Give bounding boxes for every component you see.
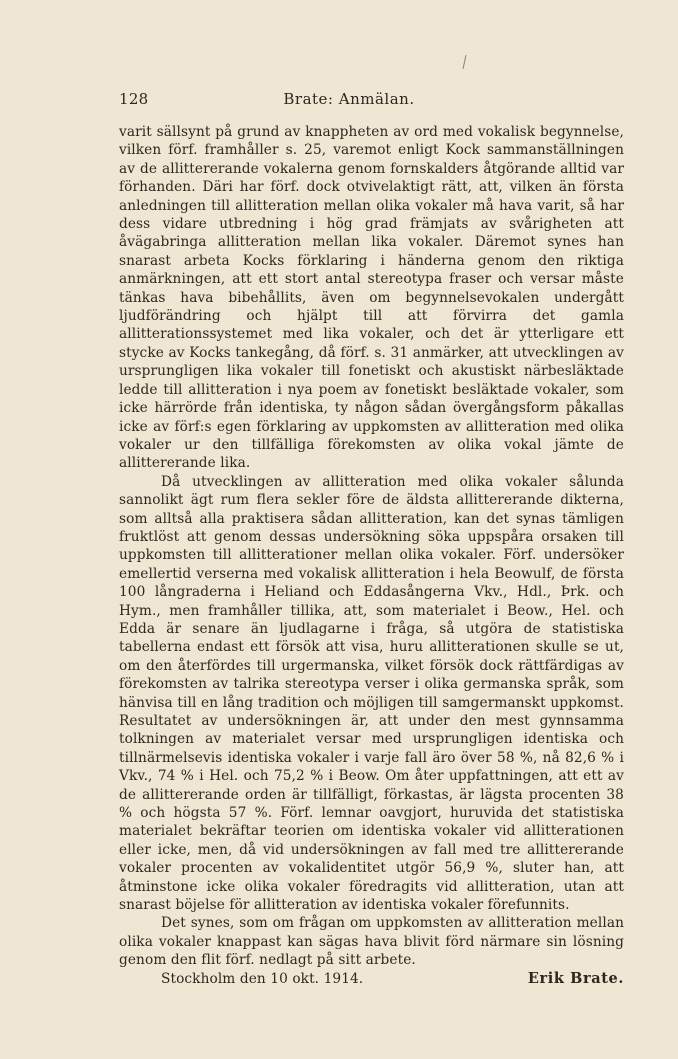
paragraph-2: Då utvecklingen av allitteration med olika vokaler sålunda sannolikt ägt rum flera sekler före de äldsta allittererande dikterna, som alltså alla praktisera sådan allitteration, kan det synas tämligen fruktlöst att genom dessas undersökning söka uppspåra orsaken till uppkomsten till allitterationer mellan olika vokaler. Förf. undersöker emellertid verserna med vokalisk allitteration i hela Beowulf, de första 100 långraderna i Heliand och Eddasångerna Vkv., Hdl., Þrk. och Hym., men framhåller tillika, att, som materialet i Beow., Hel. och Edda är senare än ljudlagarne i fråga, så utgöra de statistiska tabellerna endast ett försök att visa, huru allitterationen skulle se ut, om den återfördes till urgermanska, vilket försök dock rättfärdigas av förekomsten av talrika stereotypa verser i olika germanska språk, som hänvisa till en lång tradition och möjligen till samgermanskt uppkomst. Resultatet av undersökningen är, att under den mest gynnsamma tolkningen av materialet versar med ursprungligen identiska och tillnärmelsevis identiska vokaler i varje fall äro över 58 %, nå 82,6 % i Vkv., 74 % i Hel. och 75,2 % i Beow. Om åter uppfattningen, att ett av de allittererande orden är tillfälligt, förkastas, är lägsta procenten 38 % och högsta 57 %. Förf. lemnar oavgjort, huruvida det statistiska materialet bekräftar teorien om identiska vokaler vid allitterationen eller icke, men, då vid undersökningen av fall med tre allittererande vokaler procenten av vokalidentitet utgör 56,9 %, sluter han, att åtminstone icke olika vokaler föredragits vid allitteration, utan att snarast böjelse för allitteration av identiska vokaler förefunnits. [119, 473, 624, 914]
signature-line [119, 970, 624, 988]
place-date: Stockholm den 10 okt. 1914. [161, 970, 364, 987]
margin-mark [463, 55, 467, 69]
running-title: Brate: Anmälan. [283, 90, 415, 108]
page-number: 128 [119, 90, 149, 108]
paragraph-3: Det synes, som om frågan om uppkomsten av allitteration mellan olika vokaler knappast kan sägas hava blivit förd närmare sin lösning genom den flit förf. nedlagt på sitt arbete. [119, 915, 624, 969]
author-name: Erik Brate. [527, 969, 624, 987]
article-body [119, 123, 624, 988]
paragraph-1: varit sällsynt på grund av knappheten av ord med vokalisk begynnelse, vilken förf. framhåller s. 25, varemot enligt Kock sammanställningen av de allittererande vokalerna genom fornskalders åtgörande alltid var förhanden. Däri har förf. dock otvivelaktigt rätt, att, vilken än första anledningen till allitteration mellan olika vokaler må hava varit, så har dess vidare utbredning i hög grad främjats av svårigheten att åvägabringa allitteration mellan lika vokaler. Däremot synes han snarast arbeta Kocks förklaring i händerna genom den riktiga anmärkningen, att ett stort antal stereotypa fraser och versar måste tänkas hava bibehållits, även om begynnelsevokalen undergått ljudförändring och hjälpt till att förvirra det gamla allitterationssystemet med lika vokaler, och det är ytterligare ett stycke av Kocks tankegång, då förf. s. 31 anmärker, att utvecklingen av ursprungligen lika vokaler till fonetiskt och akustiskt närbesläktade ledde till allitteration i nya poem av fonetiskt besläktade vokaler, som icke härrörde från identiska, ty någon sådan övergångsform påkallas icke av förf:s egen förklaring av uppkomsten av allitteration med olika vokaler ur den tillfälliga förekomsten av olika vokal jämte de allittererande lika. [119, 124, 624, 472]
